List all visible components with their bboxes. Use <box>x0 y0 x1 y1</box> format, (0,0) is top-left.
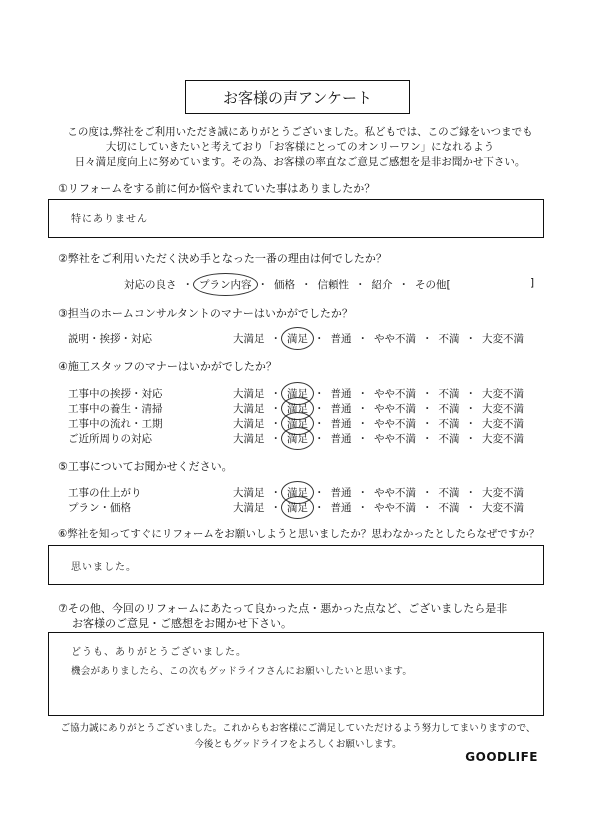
row-label: 工事中の流れ・工期 <box>68 418 163 430</box>
separator: ・ <box>422 418 433 430</box>
separator: ・ <box>465 388 476 400</box>
rating-scale <box>233 386 524 401</box>
rating-option[interactable]: 大満足 <box>233 388 265 400</box>
rating-option[interactable]: 大変不満 <box>482 433 524 445</box>
intro-line-3: 日々満足度向上に努めています。その為、お客様の率直なご意見ご感想を是非お聞かせ下さい。 <box>74 156 526 168</box>
rating-option[interactable]: やや不満 <box>374 433 416 445</box>
rating-option[interactable] <box>287 331 308 346</box>
separator: ・ <box>270 403 281 415</box>
separator: ・ <box>422 403 433 415</box>
rating-option-label: 満足 <box>287 487 308 499</box>
rating-option[interactable]: やや不満 <box>374 487 416 499</box>
option-price[interactable]: 価格 <box>274 279 295 291</box>
separator: ・ <box>314 333 325 345</box>
row-label: ご近所周りの対応 <box>68 433 152 445</box>
rating-option[interactable]: やや不満 <box>374 333 416 345</box>
question-3-label: ③担当のホームコンサルタントのマナーはいかがでしたか？ <box>58 307 353 320</box>
rating-option[interactable]: 大変不満 <box>482 403 524 415</box>
rating-option-label: 満足 <box>287 333 308 345</box>
question-1-label: ①リフォームをする前に何か悩やまれていた事はありましたか？ <box>58 182 376 195</box>
rating-option[interactable]: 大満足 <box>233 418 265 430</box>
separator: ・ <box>314 487 325 499</box>
separator: ・ <box>422 388 433 400</box>
separator: ・ <box>398 279 409 291</box>
intro-line-1: この度は,弊社をご利用いただき誠にありがとうございました。私どもでは、このご縁をいつまでも <box>67 126 533 138</box>
company-logo: GOODLIFE <box>465 750 538 764</box>
rating-option[interactable]: 不満 <box>438 388 460 400</box>
rating-option[interactable]: 不満 <box>438 333 460 345</box>
separator: ・ <box>182 279 193 291</box>
question-6-answer: 思いました。 <box>71 562 137 573</box>
rating-option[interactable]: 不満 <box>438 487 460 499</box>
separator: ・ <box>465 487 476 499</box>
question-2-label: ②弊社をご利用いただく決め手となった一番の理由は何でしたか？ <box>58 252 387 265</box>
separator: ・ <box>357 418 368 430</box>
rating-scale <box>233 401 524 416</box>
page-title: お客様の声アンケート <box>185 80 410 114</box>
rating-option[interactable]: 普通 <box>330 502 352 514</box>
rating-scale <box>233 331 524 346</box>
rating-option[interactable] <box>287 500 308 515</box>
option-plan-label: プラン内容 <box>199 279 252 291</box>
question-7-answer-line-1: どうも、ありがとうございました。 <box>71 647 247 658</box>
rating-option[interactable]: やや不満 <box>374 388 416 400</box>
option-other[interactable]: その他[ <box>415 279 451 291</box>
intro-line-2: 大切にしていきたいと考えており「お客様にとってのオンリーワン」になれるよう <box>105 141 495 153</box>
option-service[interactable]: 対応の良さ <box>124 279 177 291</box>
row-label: プラン・価格 <box>68 502 131 514</box>
separator: ・ <box>314 433 325 445</box>
question-7-answer-box[interactable] <box>48 632 544 716</box>
question-6-answer-box[interactable] <box>48 545 544 585</box>
separator: ・ <box>270 418 281 430</box>
option-plan[interactable] <box>199 277 252 292</box>
rating-option[interactable]: 普通 <box>330 333 352 345</box>
option-other-close: ] <box>530 277 535 289</box>
separator: ・ <box>357 487 368 499</box>
rating-option-label: 満足 <box>287 388 308 400</box>
separator: ・ <box>465 403 476 415</box>
separator: ・ <box>270 333 281 345</box>
rating-option-label: 満足 <box>287 433 308 445</box>
separator: ・ <box>301 279 312 291</box>
rating-option[interactable]: 大変不満 <box>482 333 524 345</box>
row-label: 説明・挨拶・対応 <box>68 333 152 345</box>
row-label: 工事中の養生・清掃 <box>68 403 163 415</box>
selection-circle <box>281 496 314 519</box>
question-1-answer: 特にありません <box>71 214 148 225</box>
separator: ・ <box>422 487 433 499</box>
rating-scale <box>233 485 524 500</box>
question-4-label: ④施工スタッフのマナーはいかがでしたか？ <box>58 360 277 373</box>
rating-option[interactable]: 大満足 <box>233 502 265 514</box>
separator: ・ <box>465 502 476 514</box>
separator: ・ <box>314 403 325 415</box>
rating-scale <box>233 500 524 515</box>
rating-option[interactable]: 大変不満 <box>482 418 524 430</box>
separator: ・ <box>422 433 433 445</box>
rating-option[interactable]: 普通 <box>330 433 352 445</box>
question-2-options <box>124 277 451 292</box>
separator: ・ <box>270 388 281 400</box>
option-referral[interactable]: 紹介 <box>371 279 393 291</box>
rating-option[interactable]: 不満 <box>438 403 460 415</box>
rating-option[interactable]: 不満 <box>438 418 460 430</box>
separator: ・ <box>357 388 368 400</box>
separator: ・ <box>465 333 476 345</box>
separator: ・ <box>357 333 368 345</box>
rating-option[interactable]: 普通 <box>330 388 352 400</box>
rating-option[interactable]: 大変不満 <box>482 487 524 499</box>
separator: ・ <box>314 388 325 400</box>
selection-circle <box>193 273 258 296</box>
separator: ・ <box>355 279 366 291</box>
question-7-label-2: お客様のご意見・ご感想をお聞かせ下さい。 <box>72 617 292 630</box>
selection-circle <box>281 327 314 350</box>
rating-scale <box>233 416 524 431</box>
row-label: 工事の仕上がり <box>68 487 142 499</box>
rating-option[interactable]: 大満足 <box>233 333 265 345</box>
rating-option-label: 満足 <box>287 418 308 430</box>
separator: ・ <box>314 418 325 430</box>
separator: ・ <box>357 433 368 445</box>
separator: ・ <box>465 433 476 445</box>
rating-option[interactable]: 大変不満 <box>482 388 524 400</box>
rating-option[interactable]: やや不満 <box>374 502 416 514</box>
separator: ・ <box>270 487 281 499</box>
separator: ・ <box>270 433 281 445</box>
footer-line-1: ご協力誠にありがとうございました。これからもお客様にご満足していただけるよう努力してまいりますので、 <box>60 723 536 734</box>
rating-option[interactable]: 大変不満 <box>482 502 524 514</box>
rating-option[interactable]: やや不満 <box>374 418 416 430</box>
separator: ・ <box>422 333 433 345</box>
separator: ・ <box>422 502 433 514</box>
rating-option[interactable]: 大満足 <box>233 433 265 445</box>
rating-option[interactable]: 普通 <box>330 487 352 499</box>
question-1-answer-box[interactable] <box>48 199 544 238</box>
footer-line-2: 今後ともグッドライフをよろしくお願いします。 <box>194 739 402 750</box>
question-6-label: ⑥弊社を知ってすぐにリフォームをお願いしようと思いましたか？思わなかったとしたらなぜですか？ <box>58 528 540 540</box>
rating-option-label: 満足 <box>287 403 308 415</box>
rating-option[interactable]: 普通 <box>330 403 352 415</box>
rating-option[interactable]: 大満足 <box>233 403 265 415</box>
separator: ・ <box>270 502 281 514</box>
question-7-answer-line-2: 機会がありましたら、この次もグッドライフさんにお願いしたいと思います。 <box>71 666 413 677</box>
rating-option-label: 満足 <box>287 502 308 514</box>
separator: ・ <box>357 403 368 415</box>
separator: ・ <box>314 502 325 514</box>
rating-option[interactable]: 大満足 <box>233 487 265 499</box>
question-7-label-1: ⑦その他、今回のリフォームにあたって良かった点・悪かった点など、ございましたら是非 <box>58 602 508 615</box>
row-label: 工事中の挨拶・対応 <box>68 388 163 400</box>
option-trust[interactable]: 信頼性 <box>317 279 349 291</box>
rating-option[interactable]: 不満 <box>438 433 460 445</box>
question-5-label: ⑤工事についてお聞かせください。 <box>58 460 233 473</box>
rating-option[interactable]: 不満 <box>438 502 460 514</box>
selection-circle <box>281 427 314 450</box>
rating-option[interactable] <box>287 431 308 446</box>
separator: ・ <box>357 502 368 514</box>
rating-option[interactable]: やや不満 <box>374 403 416 415</box>
rating-option[interactable]: 普通 <box>330 418 352 430</box>
separator: ・ <box>257 279 268 291</box>
separator: ・ <box>465 418 476 430</box>
rating-scale <box>233 431 524 446</box>
